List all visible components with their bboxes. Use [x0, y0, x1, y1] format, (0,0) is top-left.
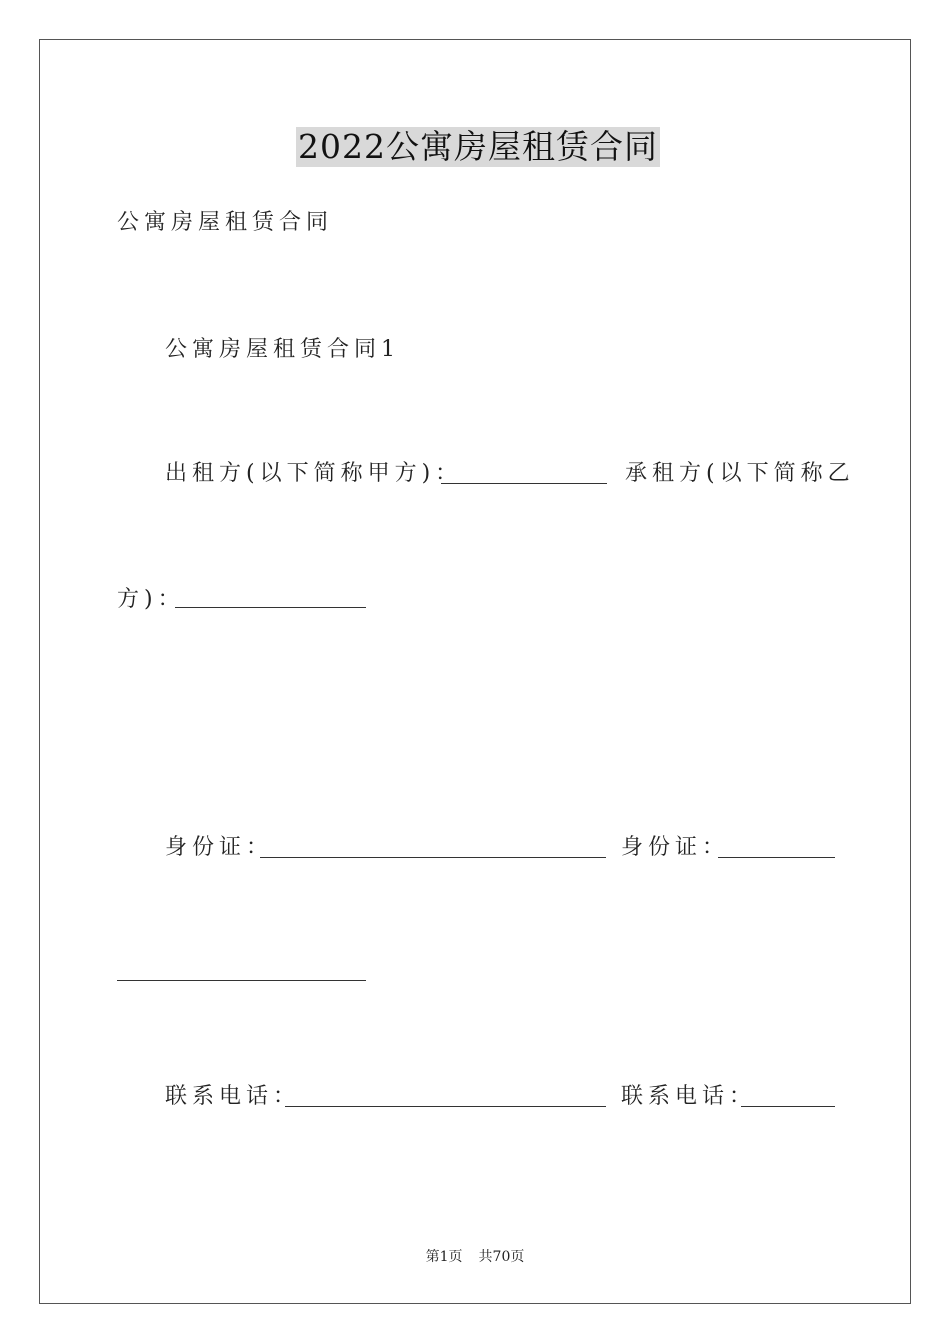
lessee-id-blank-continued[interactable] — [117, 980, 366, 981]
lessee-id-label: 身份证： — [621, 835, 730, 860]
document-title: 2022公寓房屋租赁合同 — [298, 127, 658, 166]
lessor-id-blank[interactable] — [260, 857, 606, 858]
lessor-label: 出租方(以下简称甲方)： — [165, 461, 463, 486]
document-subtitle: 公寓房屋租赁合同 — [117, 210, 334, 235]
lessee-phone-label: 联系电话： — [621, 1084, 757, 1109]
lessor-id-label: 身份证： — [165, 835, 274, 860]
section-heading: 公寓房屋租赁合同1 — [165, 337, 400, 362]
lessee-id-blank[interactable] — [718, 857, 835, 858]
lessee-label-part2: 方)： — [117, 587, 185, 612]
lessor-phone-blank[interactable] — [285, 1106, 606, 1107]
lessee-phone-blank[interactable] — [741, 1106, 835, 1107]
page-number: 第1页 — [425, 1249, 463, 1265]
page-total: 共70页 — [478, 1249, 525, 1265]
lessee-name-blank[interactable] — [175, 607, 366, 608]
lessor-name-blank[interactable] — [441, 483, 607, 484]
lessee-label-part1: 承租方(以下简称乙 — [625, 461, 855, 486]
lessor-phone-label: 联系电话： — [165, 1084, 301, 1109]
page-footer — [0, 1247, 950, 1267]
